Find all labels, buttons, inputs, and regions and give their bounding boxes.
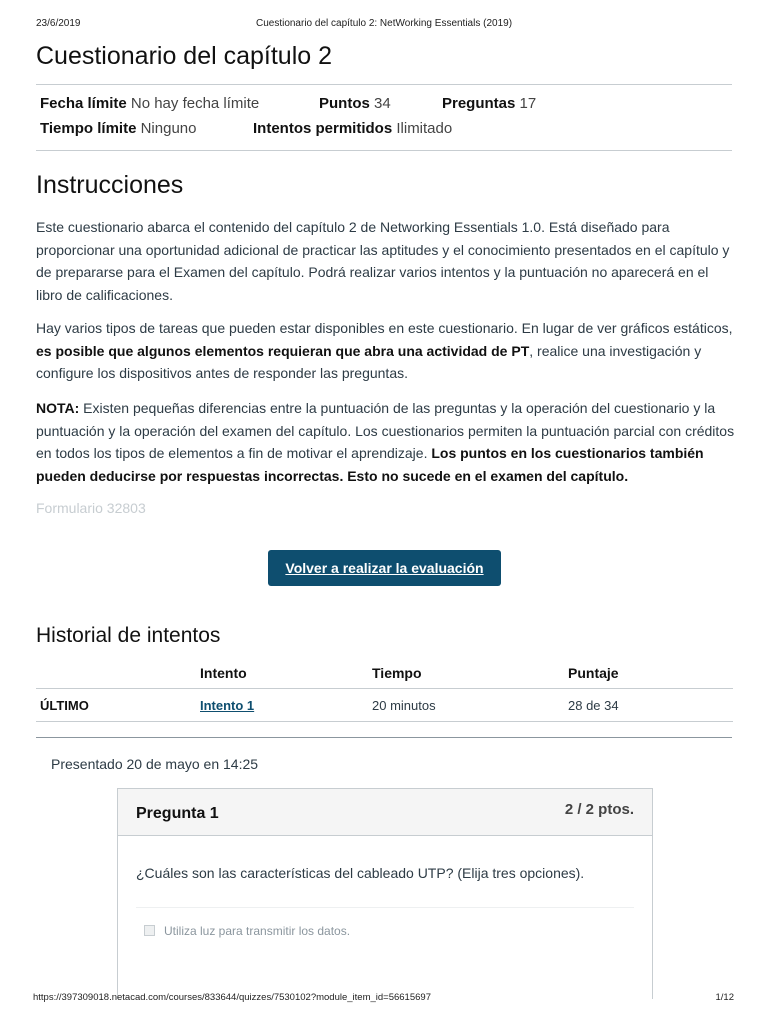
p2-text-a: Hay varios tipos de tareas que pueden estar disponibles en este cuestionario. En lugar de ver gráficos estáticos,	[36, 320, 733, 336]
checkbox[interactable]	[144, 925, 155, 936]
meta-points-label: Puntos	[319, 95, 370, 112]
print-page-number: 1/12	[715, 992, 734, 1003]
print-header	[36, 18, 732, 32]
column-header-time: Tiempo	[372, 665, 422, 681]
question-title: Pregunta 1	[136, 805, 219, 822]
meta-questions-value: 17	[519, 95, 537, 112]
p3-text: Existen pequeñas diferencias entre la puntuación de las preguntas y la operación del cuestionario y la puntuación y la operación del examen del capítulo. Los cuestionarios permiten la puntuación parcial con créditos en todos los tipos de elementos a fin de motivar el aprendizaje.	[36, 400, 735, 461]
attempt-time: 20 minutos	[372, 698, 436, 713]
table-header	[36, 656, 733, 689]
question-header	[118, 789, 652, 836]
meta-due	[40, 95, 259, 112]
latest-label: ÚLTIMO	[40, 698, 89, 713]
print-url: https://397309018.netacad.com/courses/833644/quizzes/7530102?module_item_id=56615697	[33, 992, 431, 1003]
table-row	[36, 689, 733, 722]
meta-attempts-label: Intentos permitidos	[253, 120, 393, 137]
attempt-1-link[interactable]: Intento 1	[200, 698, 255, 713]
divider	[36, 150, 732, 151]
attempt-link-wrap	[200, 698, 254, 713]
meta-attempts	[253, 120, 452, 137]
meta-questions-label: Preguntas	[442, 95, 516, 112]
p3-text-bold: Los puntos en los cuestionarios también pueden deducirse por respuestas incorrectas. Esto no sucede en el examen del capítulo.	[36, 445, 704, 484]
instructions-paragraph-3	[36, 397, 736, 487]
note-label: NOTA:	[36, 400, 80, 416]
meta-points	[319, 95, 391, 112]
instructions-paragraph-1: Este cuestionario abarca el contenido del capítulo 2 de Networking Essentials 1.0. Está diseñado para proporcionar una oportunidad adicional de practicar las aptitudes y el conocimiento presentados en el capítulo y de prepararse para el Examen del capítulo. Podrá realizar varios intentos y la puntuación no aparecerá en el libro de calificaciones.	[36, 219, 730, 303]
meta-time-value: Ninguno	[140, 120, 197, 137]
meta-points-value: 34	[374, 95, 391, 112]
submitted-date: Presentado 20 de mayo en 14:25	[51, 756, 259, 772]
attempt-history-table	[36, 656, 733, 722]
retake-quiz-button[interactable]: Volver a realizar la evaluación	[268, 550, 501, 586]
meta-time-label: Tiempo límite	[40, 120, 137, 137]
answer-option-label: Utiliza luz para transmitir los datos.	[164, 924, 351, 938]
form-id: Formulario 32803	[36, 500, 146, 516]
attempt-history-title: Historial de intentos	[36, 624, 221, 647]
question-text: ¿Cuáles son las características del cableado UTP? (Elija tres opciones).	[136, 865, 585, 881]
question-points: 2 / 2 ptos.	[564, 801, 634, 818]
print-document-title: Cuestionario del capítulo 2: NetWorking Essentials (2019)	[255, 18, 513, 29]
p2-text-c: , realice una investigación y configure los dispositivos antes de responder las preguntas.	[36, 342, 702, 381]
answer-option	[164, 924, 350, 938]
meta-due-label: Fecha límite	[40, 95, 127, 112]
instructions-paragraph-2	[36, 317, 736, 385]
divider	[36, 84, 732, 85]
print-date: 23/6/2019	[36, 18, 81, 29]
question-card	[117, 788, 653, 999]
meta-due-value: No hay fecha límite	[130, 95, 260, 112]
p2-text-bold: es posible que algunos elementos requieran que abra una actividad de PT	[36, 342, 530, 359]
divider	[136, 907, 634, 908]
column-header-score: Puntaje	[568, 665, 619, 681]
meta-questions	[442, 95, 536, 112]
page-title: Cuestionario del capítulo 2	[36, 42, 333, 70]
instructions-title: Instrucciones	[36, 171, 184, 199]
meta-time-limit	[40, 120, 196, 137]
attempt-score: 28 de 34	[568, 698, 619, 713]
column-header-attempt: Intento	[200, 665, 247, 681]
meta-attempts-value: Ilimitado	[396, 120, 453, 137]
divider	[36, 737, 732, 738]
